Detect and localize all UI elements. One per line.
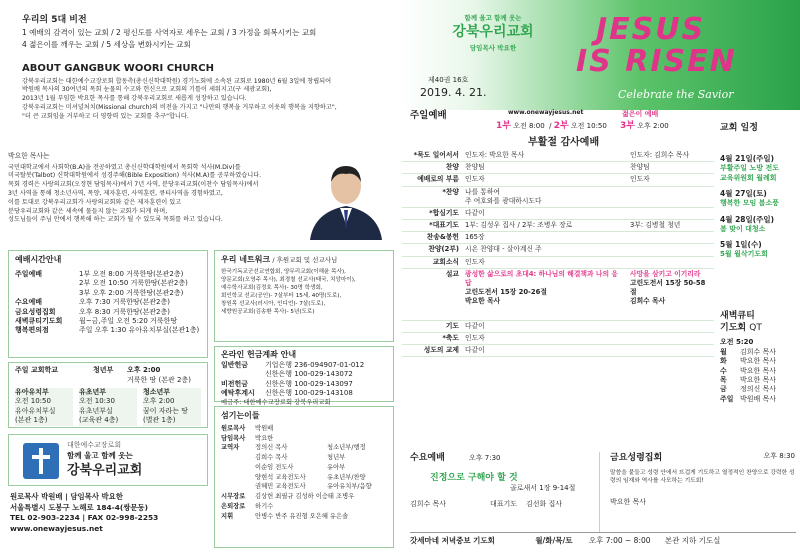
logo-name: 강북우리교회: [67, 463, 143, 478]
offering-row: 일반헌금 기업은행 236-094907-01-012: [221, 360, 365, 369]
prayer-days: 월/화/목/토: [535, 536, 573, 545]
service-3-time: 3부 오후 2:00: [620, 121, 669, 131]
network-box: [214, 250, 394, 342]
logo-denomination: 대한예수교장로회: [67, 441, 122, 449]
contact-info: [10, 492, 210, 535]
order-row-sermon: 설교 광성한 삶으로의 초대4: 하나님의 해결책과 나의 응답 고린도전서 15장 20-26절 박요한 목사 사망을 삼키고 이기리라 고린도전서 15장 50-58절 김희수 목사: [402, 268, 714, 320]
header-pastor: 담임목사 박요한: [469, 43, 517, 52]
qt-title: 새벽큐티: [720, 311, 755, 321]
right-page: [400, 0, 800, 554]
order-row: 찬양 찬양팀 찬양팀: [402, 162, 714, 174]
servers-list: 원로목사 박원배 담임목사 박요한 교역자 정의신 목사 청소년부/행정 김희수 목사 청년부 이순임 전도사 유아부 양현석 교육전도사 유초년부/찬양 권혜민 교육전도사 유아유치부/음향 시무장로 김상헌 최필규 김성하 이승태 조병우 은퇴장로 하기수 지휘 안병수 반주 유진형 오은혜 유은솔: [221, 424, 372, 520]
worship-website: www.onewayjesus.net: [508, 109, 584, 116]
bio-line: 성도님들이 주님 안에서 행복해 하는 교회가 될 수 있도록 목회를 하고 있습니다.: [8, 216, 223, 224]
schedule-list: [9, 270, 207, 336]
vision-line-1: 1 예배의 감격이 있는 교회 / 2 평신도를 사역자로 세우는 교회 / 3 가정을 회복시키는 교회: [22, 28, 317, 38]
event-item: 4월 21일(주일) 부활주일 노방 전도 교육위원회 월례회: [720, 154, 779, 182]
wed-preacher: 박요한 목사: [610, 497, 647, 506]
wednesday-section: 수요예배 오후 7:30 진정으로 구해야 할 것 골로새서 1장 9-14절 김희수 목사 대표기도 김선화 집사: [410, 452, 600, 532]
prayer-place: 본관 지하 기도실: [664, 536, 721, 545]
offering-box: [214, 346, 394, 406]
sermon-2: 사망을 삼키고 이기리라 고린도전서 15장 50-58절 김희수 목사: [627, 268, 714, 320]
bulletin-date: 2019. 4. 21.: [420, 86, 487, 99]
school-title: 주일 교회학교: [15, 366, 59, 374]
youth-time: 오후 2:00: [127, 366, 161, 374]
prayer-meeting-title: 갓세마네 저녁중보 기도회: [410, 536, 495, 545]
fri-time: 오후 8:30: [763, 452, 795, 460]
schedule-row: 2부 오전 10:50 거룩한땅(본관2층): [79, 279, 188, 288]
contact-line: 원로목사 박원배 | 담임목사 박요한: [10, 492, 123, 501]
order-row: 성도의 교제 다같이: [402, 345, 714, 357]
offering-holder: 예금주: 대한예수교장로회 강북우리교회: [221, 398, 331, 406]
vision-line-2: 4 젊은이를 깨우는 교회 / 5 세상을 변화시키는 교회: [22, 40, 191, 50]
about-line: 강북우리교회는 대한예수교장로회 합동측(총신신학대학원) 경기노회에 소속된 교회로 1980년 6월 3일에 창립되어: [22, 77, 332, 85]
network-sub: / 후원교회 및 선교사님: [272, 256, 338, 264]
order-row: *합심기도 다같이: [402, 207, 714, 219]
about-section: [22, 62, 394, 121]
youth-place: 거룩한 땅 (본관 2층): [127, 376, 191, 385]
event-item: 4월 28일(주일) 봄 맞이 대청소: [720, 214, 775, 233]
bio-line: 국민대학교에서 사회학(B.A)을 전공하였고 총신신학대학원에서 목회학 석사(M.Div)를: [8, 163, 241, 171]
qt-row: 수 박요한 목사: [720, 366, 777, 375]
order-row: 찬송&봉헌 165장: [402, 232, 714, 244]
contact-line: www.onewayjesus.net: [10, 524, 103, 534]
bio-line: 이를 토대로 강북우리교회가 사랑의교회와 같은 제자훈련이 있고: [8, 198, 182, 206]
order-row: *찬양 나를 통하여 주 여호와를 광대하시도다: [402, 186, 714, 207]
event-item: 5월 1일(수) 5월 월삭기도회: [720, 240, 768, 259]
bio-line: 3년 사역을 통해 청소년사역, 목양, 제자훈련, 사역훈련, 큐티사역을 경험하였고,: [8, 190, 223, 198]
bio-line: 목회 경력은 사랑의교회(오정현 담임목사)에서 7년 사역, 분당우리교회(이찬수 담임목사)에서: [8, 181, 259, 189]
offering-title: 온라인 헌금계좌 안내: [221, 350, 297, 359]
schedule-row: 행복편의점 주일 오후 1:30 유아유치부실(본관1층): [15, 326, 200, 335]
prayer-time: 오후 7:00 ~ 8:00: [588, 536, 651, 545]
qt-section: 새벽큐티 기도회 QT 오전 5:20 월 김희수 목사 화 박요한 목사 수 박요한 목사 목 박요한 목사 금 정의신 목사 주일 박원배 목사: [720, 310, 798, 404]
logo-slogan: 함께 울고 함께 웃는: [67, 451, 133, 460]
youth-label: 청년부: [93, 366, 114, 374]
wed-ref: 골로새서 1장 9-14절: [510, 484, 576, 493]
church-logo-box: [8, 434, 208, 486]
about-line: "더 큰 교회임을 거부하고 더 영향력 있는 교회를 추구"합니다.: [22, 112, 189, 120]
vision-section: [22, 14, 392, 50]
about-line: 강북우리교회는 미셔널처치(Missional church)의 비전을 가지고 "나만의 행복을 거부하고 이웃의 행복을 지향하고",: [22, 103, 337, 111]
young-adults-label: 젊은이 예배: [622, 110, 659, 118]
about-line: 2013년 1월 부임한 박요한 목사를 통해 강북우리교회로 새롭게 성장하고 있습니다.: [22, 95, 247, 103]
offering-row: 예탁후계시 신한은행 100-029-143108: [221, 389, 353, 398]
friday-section: [610, 452, 795, 507]
celebrate-text: Celebrate the Savior: [618, 88, 734, 101]
event-item: 4월 27일(토) 행복한 모임 봄소풍: [720, 189, 779, 208]
servers-box: [214, 406, 394, 548]
qt-row: 금 정의신 목사: [720, 385, 777, 394]
order-row: 찬양(2부) 시온 찬양대 - 살아계신 주: [402, 244, 714, 256]
school-col: 청소년부 오후 2:00 꿈이 자라는 땅 (별관 1층): [143, 388, 201, 426]
offering-row: 비전헌금 신한은행 100-029-143097: [221, 379, 353, 388]
qt-row: 화 박요한 목사: [720, 357, 777, 366]
about-line: 박원배 목사의 30여년의 목회 눈물의 수고와 헌신으로 교회의 기틀이 세워지고(구 세광교회),: [22, 86, 272, 94]
order-row: *묵도 일어서서 인도자: 박요한 목사 인도자: 김희수 목사: [402, 150, 714, 162]
qt-row: 월 김희수 목사: [720, 347, 777, 356]
jesus-title: JESUS: [596, 12, 706, 47]
order-row: 예배로의 부름 인도자 인도자: [402, 174, 714, 186]
schedule-row: 금요성령집회 오후 8:30 거룩한땅(본관2층): [15, 307, 170, 316]
order-row: 기도 다같이: [402, 320, 714, 332]
fri-description: 말씀을 붙들고 성령 안에서 뜨겁게 기도하고 열정적인 찬양으로 강력한 성령의 임재와 역사를 사모하는 기도회!: [610, 470, 795, 484]
bio-line: 박요한 목사는: [8, 152, 50, 160]
network-title: 우리 네트워크: [221, 255, 271, 264]
order-row: 교회소식 인도자: [402, 256, 714, 268]
header-slogan: 함께 울고 함께 웃는: [464, 14, 522, 22]
contact-line: TEL 02-903-2234 | FAX 02-998-2253: [10, 513, 159, 523]
qt-row: 주일 박원배 목사: [720, 394, 777, 403]
sermon-1: 광성한 삶으로의 초대4: 하나님의 해결책과 나의 응답 고린도전서 15장 20-26절 박요한 목사: [462, 268, 627, 320]
schedule-row: 주일예배 1부 오전 8:00 거룩한땅(본관2층): [15, 269, 184, 278]
events-title: 교회 일정: [720, 123, 758, 133]
schedule-box: [8, 250, 208, 358]
worship-section: [400, 106, 716, 436]
vision-title: 우리의 5대 비전: [22, 15, 87, 25]
qt-row: 목 박요한 목사: [720, 376, 777, 385]
about-title: ABOUT GANGBUK WOORI CHURCH: [22, 63, 214, 74]
order-row: *축도 인도자: [402, 332, 714, 344]
header-church: 강북우리교회: [452, 23, 534, 40]
school-box: [8, 362, 208, 428]
network-list: 한국기독교군선교연합회, 양무리교회(이해윤 목사), 양문교회(오영주 목사), 최경철 선교사(태국, 치앙마이), 예수학사교회(김정호 목사)- 30명 학생회, 회인학교 선교(공인)- 7살부터 15세, 40명(도로), 창원목 선교사(러시아, 인디언)- 7살(도로), 세향원공교회(김송환 목사)- 5년(도로): [221, 268, 356, 316]
pastor-photo: [300, 150, 392, 240]
qt-time: 오전 5:20: [720, 338, 754, 347]
service-times: 1부 오전 8:00 / 2부 오전 10:50: [496, 121, 607, 131]
wed-time: 오후 7:30: [469, 454, 501, 462]
school-col: 유초년부 오전 10:30 유초년부실 (교육관 4층): [79, 388, 137, 426]
risen-title: IS RISEN: [576, 44, 737, 79]
schedule-row: 새벽큐티기도회 월~금,주일 오전 5:20 거룩한땅: [15, 316, 178, 325]
fri-title: 금요성령집회: [610, 453, 663, 463]
school-cols: [9, 386, 207, 428]
schedule-row: 3부 오후 2:00 거룩한땅(본관2층): [79, 288, 184, 297]
events-section: [720, 122, 798, 266]
schedule-title: 예배시간안내: [15, 255, 62, 264]
service-title: 부활절 감사예배: [528, 137, 600, 148]
worship-order-table: [402, 150, 714, 357]
issue-number: 제40권 16호: [428, 76, 469, 84]
cross-logo-icon: [23, 443, 59, 479]
school-col: 유아유치부 오전 10:50 유아유치부실 (본관 1층): [15, 388, 73, 426]
contact-line: 서울특별시 도봉구 노해로 184-4(쌍문동): [10, 502, 149, 512]
header-logo: [428, 14, 558, 52]
bio-line: 분당우리교회와 같은 세속에 물들지 않는 교회가 되게 하며,: [8, 207, 168, 215]
offering-row: 신한은행 100-029-143072: [265, 370, 353, 379]
worship-title: 주일예배: [410, 110, 447, 121]
schedule-row: 수요예배 오후 7:30 거룩한땅(본관2층): [15, 298, 170, 307]
wed-title: 수요예배: [410, 453, 445, 463]
order-row: *대표기도 1부: 김성우 집사 / 2부: 조병우 장로 3부: 김병철 청년: [402, 220, 714, 232]
servers-title: 섬기는이들: [221, 411, 260, 420]
wed-message: 진정으로 구해야 할 것: [430, 473, 518, 484]
bio-line: 미국탈봇(Talbot) 신학대학원에서 성경주해(Bible Exposition) 석사(M.A)를 공부하였습니다.: [8, 172, 262, 180]
pastor-bio: [8, 152, 318, 225]
about-text: [22, 78, 394, 122]
bottom-bar: [410, 532, 796, 546]
